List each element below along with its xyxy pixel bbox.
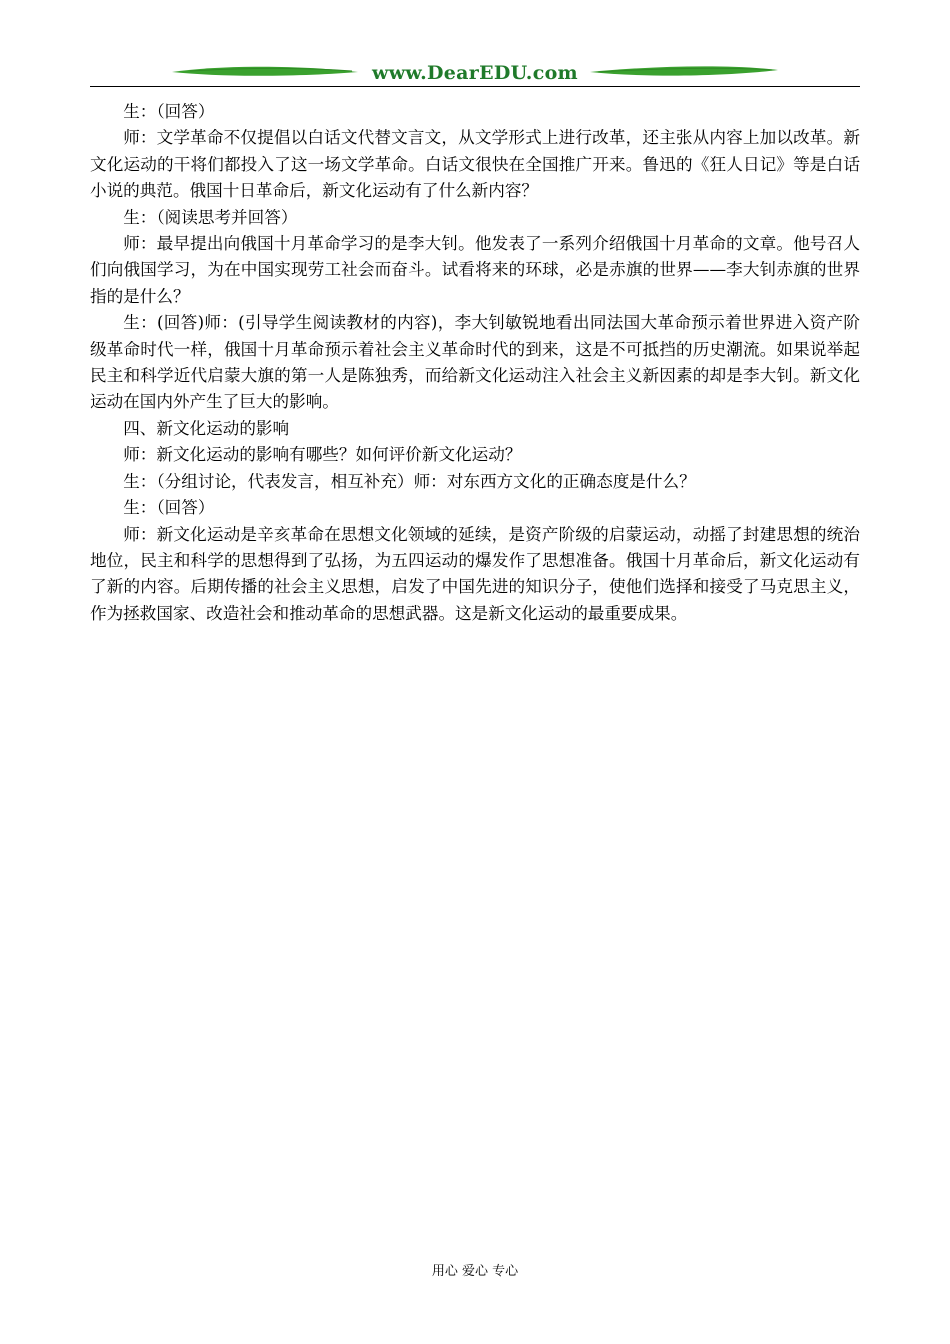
section-heading: 四、新文化运动的影响: [123, 418, 290, 438]
paragraph: 师：最早提出向俄国十月革命学习的是李大钊。他发表了一系列介绍俄国十月革命的文章。他号召人们向俄国学习，为在中国实现劳工社会而奋斗。试看将来的环球，必是赤旗的世界——李大钊赤旗的世界指的是什么？: [90, 234, 860, 306]
paragraph: 生：（回答）: [123, 498, 215, 518]
paragraph: 师：文学革命不仅提倡以白话文代替文言文，从文学形式上进行改革，还主张从内容上加以改革。新文化运动的干将们都投入了这一场文学革命。白话文很快在全国推广开来。鲁迅的《狂人日记》等是白话小说的典范。俄国十日革命后，新文化运动有了什么新内容？: [90, 128, 860, 201]
paragraph: 生：（回答）: [123, 102, 215, 121]
page-footer: 用心 爱心 专心: [431, 1264, 519, 1279]
header-divider: [90, 86, 860, 87]
document-body: [90, 99, 860, 627]
paragraph: 生：（分组讨论，代表发言，相互补充）师：对东西方文化的正确态度是什么？: [123, 471, 696, 491]
paragraph: 师：新文化运动是辛亥革命在思想文化领域的延续，是资产阶级的启蒙运动，动摇了封建思想的统治地位，民主和科学的思想得到了弘扬，为五四运动的爆发作了思想准备。俄国十月革命后，新文化运动有了新的内容。后期传播的社会主义思想，启发了中国先进的知识分子，使他们选择和接受了马克思主义，作为拯救国家、改造社会和推动革命的思想武器。这是新文化运动的最重要成果。: [90, 524, 860, 623]
paragraph: 生：(回答)师：(引导学生阅读教材的内容)，李大钊敏锐地看出同法国大革命预示着世界进入资产阶级革命时代一样，俄国十月革命预示着社会主义革命时代的到来，这是不可抵挡的历史潮流。如果说举起民主和科学近代启蒙大旗的第一人是陈独秀，而给新文化运动注入社会主义新因素的却是李大钊。新文化运动在国内外产生了巨大的影响。: [90, 313, 860, 412]
paragraph: 师：新文化运动的影响有哪些？如何评价新文化运动？: [123, 445, 522, 465]
site-logo-text[interactable]: www.DearEDU.com: [372, 62, 578, 84]
paragraph: 生：（阅读思考并回答）: [123, 207, 298, 227]
